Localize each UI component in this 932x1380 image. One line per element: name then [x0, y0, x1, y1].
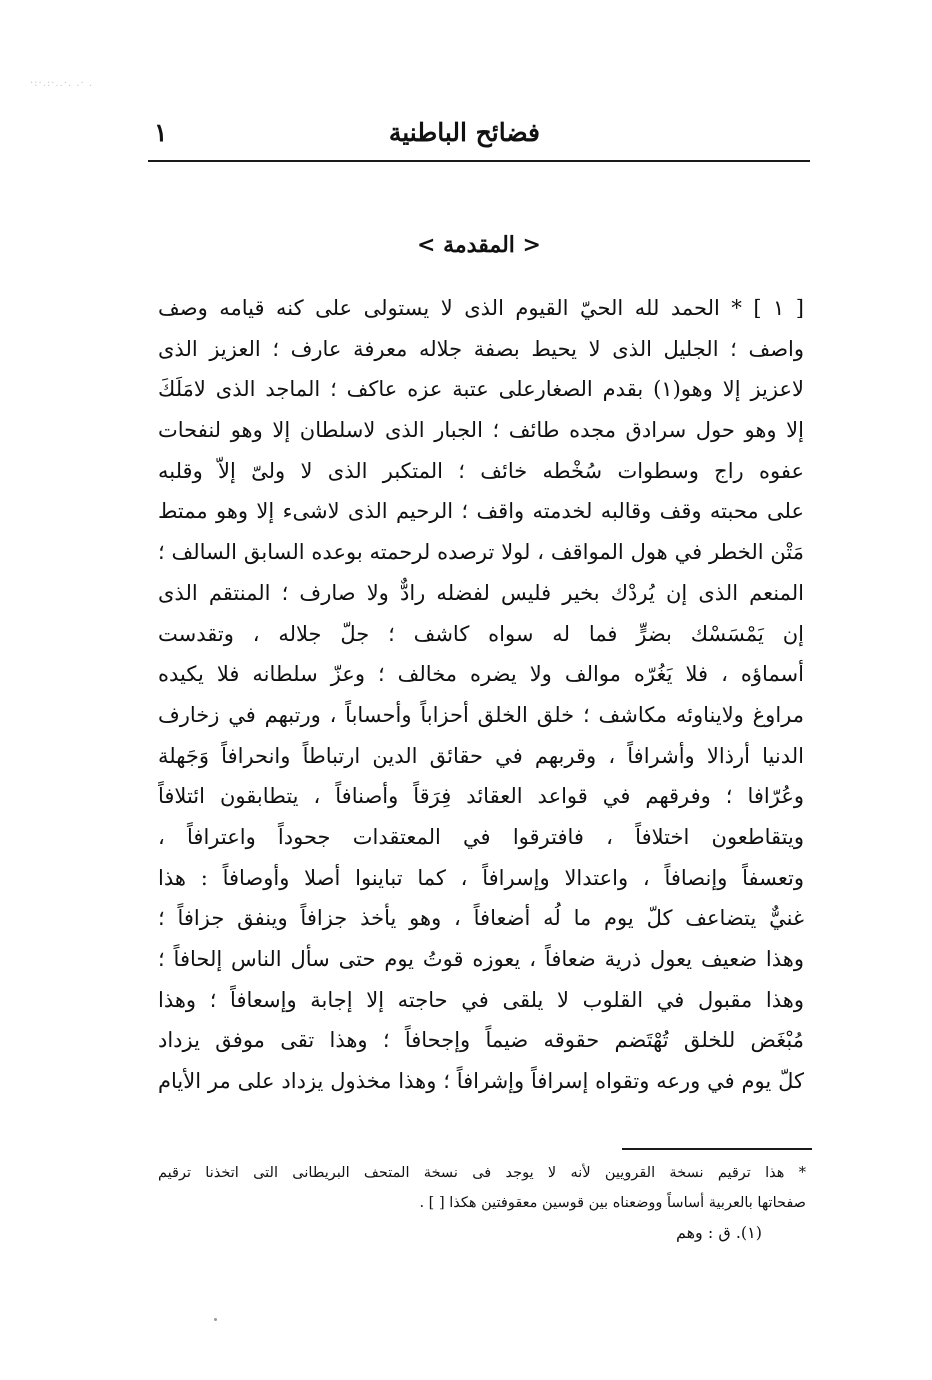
text-line: مراوغ ولايناوئه مكاشف ؛ خلق الخلق أحزاباً وأحساباً ، ورتبهم في زخارف — [158, 702, 804, 727]
text-line: وعُرّافا ؛ وفرقهم في قواعد العقائد فِرَقاً وأصنافاً ، يتطابقون ائتلافاً — [158, 784, 804, 809]
scan-speckle: ·:·.:·..·. .· . — [30, 78, 94, 89]
text-line: عفوه راج وسطوات سُخْطه خائف ؛ المتكبر الذى لا ولىّ إلاّ وقلبه — [158, 458, 804, 483]
text-line: [ ١ ] * الحمد لله الحيّ القيوم الذى لا يستولى على كنه قيامه وصف — [158, 296, 804, 320]
body-text — [158, 288, 804, 1102]
footnotes — [158, 1158, 806, 1248]
text-line: إن يَمْسَسْك بضرٍّ فما له سواه كاشف ؛ جلّ جلاله ، وتقدست — [158, 621, 804, 646]
text-line: مُبْغَض للخلق تُهْتَضم حقوقه ضيماً وإجحافاً ؛ وهذا تقى موفق يزداد — [158, 1028, 804, 1053]
text-line: المنعم الذى إن يُردْك بخير فليس لفضله رادٌّ ولا صارف ؛ المنتقم الذى — [158, 580, 804, 605]
scan-dot — [214, 1318, 217, 1321]
text-line: إلا وهو حول سرادق مجده طائف ؛ الجبار الذى لاسلطان إلا وهو لنفحات — [158, 418, 804, 443]
text-line: الدنيا أرذالا وأشرافاً ، وقربهم في حقائق الدين ارتباطاً وانحرافاً وَجَهلة — [158, 743, 804, 768]
text-line: لاعزيز إلا وهو(١) بقدم الصغارعلى عتبة عزه عاكف ؛ الماجد الذى لامَلَكَ — [158, 377, 804, 402]
section-heading: < المقدمة > — [417, 232, 541, 258]
running-title: فضائح الباطنية — [388, 118, 540, 147]
footnote-line: صفحاتها بالعربية أساساً ووضعناه بين قوسين معقوفتين هكذا [ ] . — [419, 1195, 806, 1211]
running-header — [148, 112, 810, 158]
text-line: وهذا مقبول في القلوب لا يلقى في حاجته إلا إجابة وإسعافاً ؛ وهذا — [158, 987, 804, 1012]
text-line: غنيٌّ يتضاعف كلّ يوم ما لُه أضعافاً ، وهو يأخذ جزافاً وينفق جزافاً ؛ — [158, 906, 804, 931]
footnote-rule — [622, 1148, 812, 1150]
text-line: وتعسفاً وإنصافاً ، واعتدالا وإسرافاً ، كما تباينوا أصلا وأوصافاً : هذا — [158, 865, 804, 890]
text-line: ويتقاطعون اختلافاً ، فافترقوا في المعتقدات جحوداً واعترافاً ، — [158, 824, 804, 849]
text-line: أسماؤه ، فلا يَغُرّه موالف ولا يضره مخالف ؛ وعزّ سلطانه فلا يكيده — [158, 662, 804, 687]
text-line: واصف ؛ الجليل الذى لا يحيط بصفة جلاله معرفة عارف ؛ العزيز الذى — [158, 336, 804, 361]
header-rule — [148, 160, 810, 162]
footnote-reference: (١). ق : وهم — [675, 1223, 762, 1242]
text-line: مَتْن الخطر في هول المواقف ، لولا ترصده لرحمته بوعده السابق السالف ؛ — [158, 540, 804, 565]
text-line: على محبته وقف وقالبه لخدمته واقف ؛ الرحيم الذى لاشىء إلا وهو ممتط — [158, 499, 804, 524]
page-number: ١ — [154, 118, 168, 147]
footnote-line: * هذا ترقيم نسخة القرويين لأنه لا يوجد فى نسخة المتحف البريطانى التى اتخذنا ترقيم — [158, 1165, 806, 1181]
text-line: كلّ يوم في ورعه وتقواه إسرافاً وإشرافاً ؛ وهذا مخذول يزداد على مر الأيام — [158, 1069, 804, 1094]
text-line: وهذا ضعيف يعول ذرية ضعافاً ، يعوزه قوتُ يوم حتى سأل الناس إلحافاً ؛ — [158, 947, 804, 971]
